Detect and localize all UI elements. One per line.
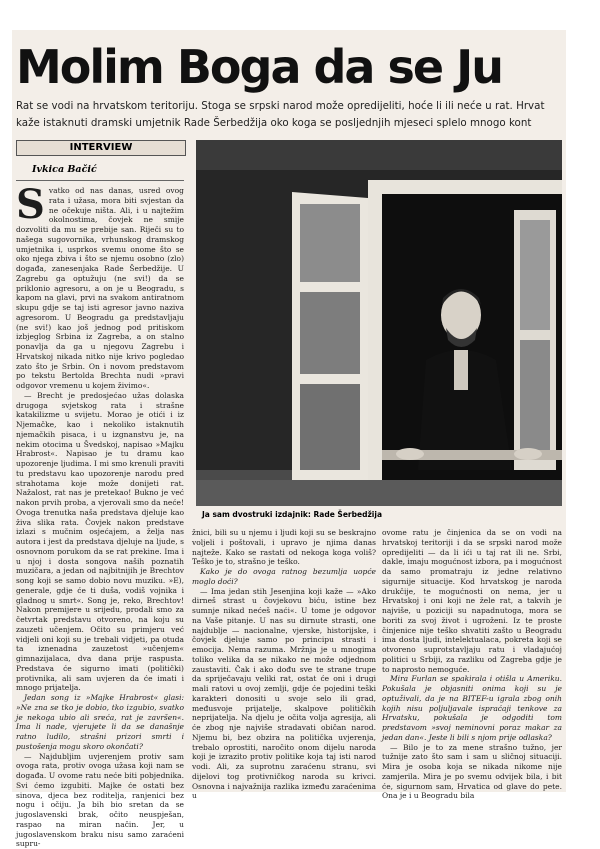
text-column-2 bbox=[192, 528, 376, 784]
paragraph: vatko od nas danas, usred ovog rata i užasa, mora biti svjestan da ne očekuje ništa. Ali, i u najtežim okolnostima, čovjek ne smije dozvoliti da mu se prebije san. Riječi su to našega sugovornika, vrhunskog dramskog umjetnika i, usprkos svemu onome što se oko njega zbiva i što se njemu osobno (zlo) događa, zanesenjaka Rade Šerbedžije. U Zagrebu ga optužuju (ne svi!) da se priklonio agresoru, a on je u Beogradu, s kapom na glavi, prvi na svakom antiratnom skupu gdje se taj isti agresor javno naziva agresorom. U Beogradu ga predstavljaju (ne svi!) kao još jednog pod pritiskom izbjeglog Srbina iz Zagreba, a on stalno ponavlja da ga u njegovu Zagrebu i Hrvatskoj nikada nitko nije krivo pogledao zato što je Srbin. On i novom predstavom po tekstu Bertolda Brechta nudi »pravi odgovor vremenu u kojem živimo«. bbox=[16, 186, 184, 391]
question: Jedan song iz »Majke Hrabrost« glasi: »Ne zna se tko je dobio, tko izgubio, svatko je nekoga ubio ali sreća, rat je završen«. Ima li nade, vjerujete li da se današnje ratno ludilo, strašni prizori smrti i pustošenja mogu skoro okončati? bbox=[16, 693, 184, 752]
question: Mira Furlan se spakirala i otišla u Ameriku. Pokušala je objasniti onima koji su je optuživali, da je na BITEF-u igrala zbog onih kojih nisu poljuljavale ispraćaji tenkove za Hrvatsku, pokušala je odgoditi tom predstavom »svoj neminovni poraz makar za jedan dan«. Jeste li bili s njom prije odlaska? bbox=[382, 674, 562, 742]
text-column-1 bbox=[16, 186, 184, 776]
lede-line: kaže istaknuti dramski umjetnik Rade Šerbedžija oko koga se posljednjih mjeseci splelo mnogo kont bbox=[16, 115, 564, 132]
paragraph: žnici, bili su u njemu i ljudi koji su se beskrajno voljeli i poštovali, i upravo je njima danas najteže. Kako se rastati od nekoga koga voliš? Teško je to, strašno je teško. bbox=[192, 528, 376, 567]
paragraph: — Najdubljim uvjerenjem protiv sam ovoga rata, protiv ovoga užasa koji nam se događa. U ovome ratu neće biti pobjednika. Svi ćemo izgubiti. Majke će ostati bez sinova, djeca bez roditelja, ranjenici bez nogu i očiju. Ja bih bio sretan da se jugoslavenski brak, očito neuspješan, raspao na miran način. Jer, u jugoslavenskom braku nisu samo zaraćeni supru- bbox=[16, 752, 184, 849]
paragraph: — Ima jedan stih Jesenjina koji kaže — »Ako dirneš strast u čovjekovu biću, istine bez sumnje nikad nećeš naći«. U tome je odgovor na Vaše pitanje. U nas su dirnute strasti, one najdublje — nacionalne, vjerske, historijske, i čovjek djeluje samo po principu strasti i emocija. Nema razuma. Mržnja je u mnogima toliko velika da se nikako ne može odjednom zaustaviti. Čak i ako dođu sve te strane trupe da spriječavaju veliki rat, ostat će oni i drugi mali ratovi u ovoj zemlji, gdje će pojedini teški karakteri donositi u svoje selo ili grad, međusvoje prijatelje, skalpove političkih neprijatelja. Na djelu je očita volja agresija, ali će zbog nje najviše stradavati običan narod. Njemu bi, bez obzira na politička uvjerenja, trebalo oprostiti, naročito onom dijelu naroda koji je izrazito protiv politike koja taj isti narod vodi. Ali, za suprotnu zaraćenu stranu, svi dijelovi tog protivničkog naroda su krivci. Osnovna i najvažnija razlika između zaraćenima u bbox=[192, 587, 376, 802]
headline: Molim Boga da se Ju bbox=[16, 40, 502, 94]
lede bbox=[16, 98, 564, 134]
paragraph: — Brecht je predosjećao užas dolaska drugoga svjetskog rata i strašne katakilizme u svijetu. Morao je otići i iz Njemačke, kao i nekoliko istaknutih njemačkih pisaca, i u izgnanstvu je, na nekim otocima u Švedskoj, napisao »Majku Hrabrost«. Napisao je tu dramu kao upozorenje ljudima. I mi smo krenuli praviti tu predstavu kao upozorenje narodu pred strahotama koje može donijeti rat. Nažalost, rat nas je pretekao! Bukno je već nakon prvih proba, a vjerovali smo da neće! Ovoga trenutka naša predstava djeluje kao živa slika rata. Čovjek nakon predstave izlazi s mučnim osjećajem, a želja nas autora i jest da predstava djeluje na ljude, s osnovnom porukom da se rat prekine. Ima i u njoj i dosta songova naših poznatih muzičara, a jedan od najbitnijih je Brechtov song koji se samo dobio novu muziku. »E), generale, gdje će ti duša, vodiš vojnika i gladnog u smrt«. Song je, reko, Brechtov! Nakon premijere u srijedu, prodali smo za četvrtak predstavu otvoreno, na koju su zauzeti učenjem. Očito su primjeru već vidjeli oni koji su je trebali vidjeti, pa otuda ta iznenadna zauzetost »učenjem« gimnazijalaca, dva dana prije raspusta. Predstava će sigurno imati (politički) protivnika, ali sam uvjeren da će imati i mnogo prijatelja. bbox=[16, 391, 184, 693]
portrait-photo bbox=[196, 140, 562, 506]
paragraph: ovome ratu je činjenica da se on vodi na hrvatskoj teritoriji i da se srpski narod može opredijeliti — da li ići u taj rat ili ne. Srbi, dakle, imaju mogućnost izbora, pa i mogućnost da samo promatraju iz jedne relativno sigurnije situacije. Kod hrvatskog je naroda drukčije, te mogućnosti on nema, jer u Hrvatskoj i oni koji ne žele rat, a takvih je najviše, u poziciji su napadnutoga, mora se boriti za svoj život i ugroženi. Iz te proste činjenice nije teško shvatiti zašto u Beogradu ima dosta ljudi, intelektualaca, pokreta koji se otvoreno suprotstavljaju ratu i vladajućoj politici u Srbiji, za razliku od Zagreba gdje je to naprosto nemoguće. bbox=[382, 528, 562, 674]
photo-caption: Ja sam dvostruki izdajnik: Rade Šerbedžija bbox=[202, 510, 382, 519]
text-column-3 bbox=[382, 528, 562, 784]
window-portrait-image bbox=[196, 140, 562, 506]
newspaper-page bbox=[12, 30, 566, 792]
question: Kako je do ovoga ratnog bezumlja uopće moglo doći? bbox=[192, 567, 376, 587]
drop-cap: S bbox=[16, 188, 45, 222]
section-kicker: INTERVIEW bbox=[16, 140, 186, 156]
lede-line: Rat se vodi na hrvatskom teritoriju. Stoga se srpski narod može opredijeliti, hoće li ili neće u rat. Hrvat bbox=[16, 98, 564, 115]
byline: Ivkica Bačić bbox=[32, 164, 97, 175]
paragraph: — Bilo je to za mene strašno tužno, jer tužnije zato što sam i sam u sličnoj situaciji. Mira je osoba koja se nikada nikome nije zamjerila. Mira je po svemu odvijek bila, i bit će, sigurnom sam, Hrvatica od glave do pete. Ona je i u Beogradu bila bbox=[382, 743, 562, 802]
